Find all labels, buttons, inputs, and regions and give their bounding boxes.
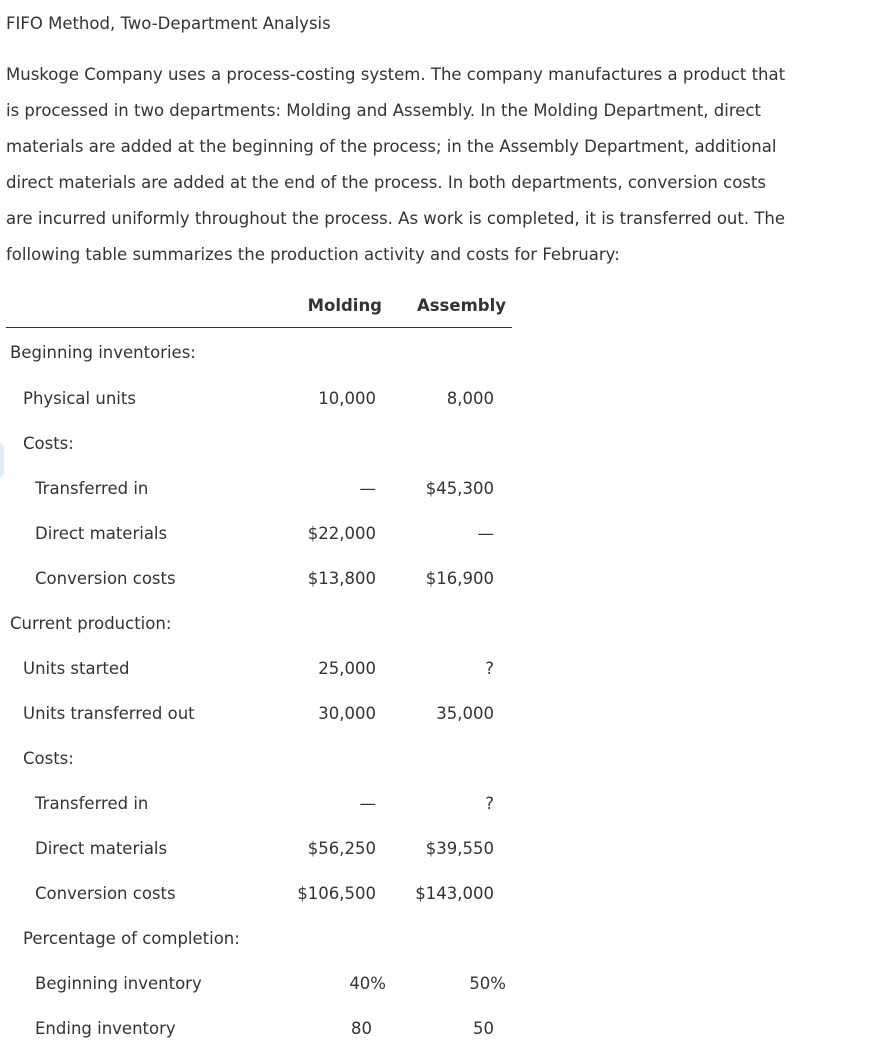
molding-value: $13,800 [307,569,376,588]
row-label: Units started [23,659,130,678]
molding-value: — [359,479,376,498]
molding-value: $22,000 [307,524,376,543]
scroll-edge-indicator [0,442,4,478]
table-row [6,961,512,1006]
table-row [6,601,512,646]
molding-value: 10,000 [318,389,376,408]
molding-value: — [359,794,376,813]
molding-value: $106,500 [297,884,376,903]
table-row [6,826,512,871]
molding-value [276,328,386,377]
molding-value [276,916,386,961]
row-label: Costs: [23,749,74,768]
assembly-value [386,736,512,781]
description-line: direct materials are added at the end of the process. In both departments, conversion costs [6,173,766,192]
assembly-value: 8,000 [446,389,494,408]
row-label: Conversion costs [35,569,176,588]
table-row [6,781,512,826]
row-label: Direct materials [35,524,168,543]
assembly-value: $143,000 [415,884,494,903]
assembly-value [386,328,512,377]
row-label: Physical units [23,389,136,408]
molding-value: 25,000 [318,659,376,678]
table-row [6,871,512,916]
table-row [6,691,512,736]
assembly-value: 50% [469,974,506,993]
assembly-value: $39,550 [425,839,494,858]
table-row [6,1006,512,1051]
assembly-value: $45,300 [425,479,494,498]
row-label: Units transferred out [23,704,195,723]
production-cost-table [6,283,512,1051]
problem-description [6,57,872,273]
description-line: are incurred uniformly throughout the process. As work is completed, it is transferred out. The [6,209,786,228]
table-row [6,376,512,421]
row-label: Direct materials [35,839,168,858]
description-line: following table summarizes the production activity and costs for February: [6,245,620,264]
page-title: FIFO Method, Two-Department Analysis [6,14,331,33]
row-label: Percentage of completion: [23,929,240,948]
table-row [6,466,512,511]
table-row [6,646,512,691]
molding-value: 80 [351,1019,372,1038]
header-label-empty [6,283,276,328]
description-line: materials are added at the beginning of the process; in the Assembly Department, additional [6,137,777,156]
table-row [6,511,512,556]
assembly-value [386,601,512,646]
molding-value [276,601,386,646]
row-label: Transferred in [35,794,149,813]
description-line: Muskoge Company uses a process-costing system. The company manufactures a product that [6,65,786,84]
row-label: Ending inventory [35,1019,176,1038]
description-line: is processed in two departments: Molding and Assembly. In the Molding Department, direct [6,101,761,120]
row-label: Current production: [10,614,172,633]
table-row [6,916,512,961]
row-label: Costs: [23,434,74,453]
table-row [6,421,512,466]
header-assembly: Assembly [386,283,512,328]
table-row [6,328,512,377]
table-header-row [6,283,512,328]
molding-value [276,736,386,781]
assembly-value: ? [485,659,494,678]
assembly-value: $16,900 [425,569,494,588]
row-label: Conversion costs [35,884,176,903]
assembly-value: 50 [473,1019,494,1038]
molding-value: 40% [349,974,386,993]
assembly-value: 35,000 [436,704,494,723]
header-molding: Molding [276,283,386,328]
assembly-value [386,916,512,961]
row-label: Beginning inventory [35,974,202,993]
table-row [6,556,512,601]
molding-value: 30,000 [318,704,376,723]
assembly-value: — [477,524,494,543]
assembly-value [386,421,512,466]
row-label: Transferred in [35,479,149,498]
molding-value: $56,250 [307,839,376,858]
molding-value [276,421,386,466]
assembly-value: ? [485,794,494,813]
row-label: Beginning inventories: [10,342,196,362]
table-row [6,736,512,781]
